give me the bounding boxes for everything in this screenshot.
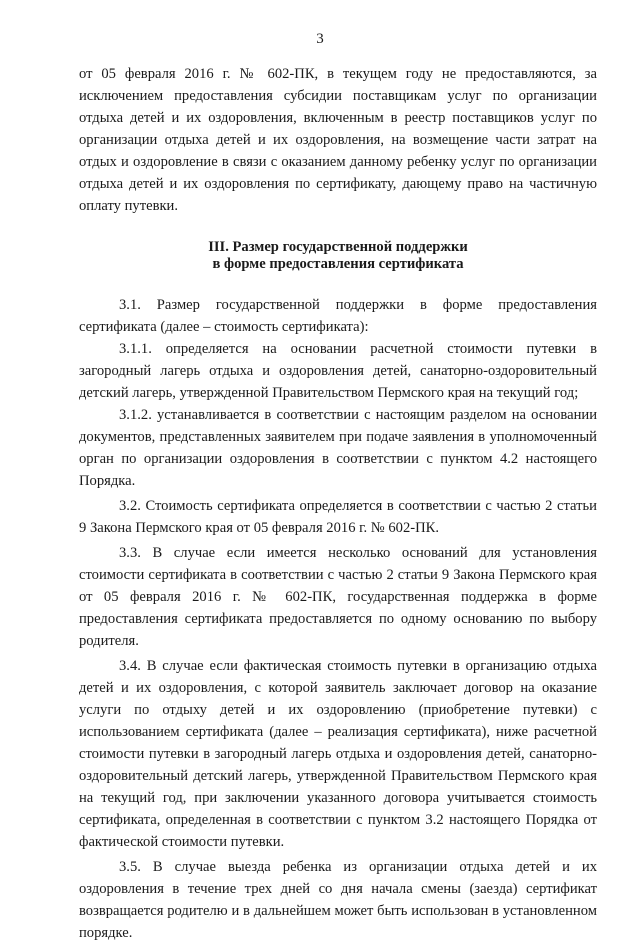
section-heading-line-1: III. Размер государственной поддержки: [208, 239, 468, 255]
paragraph-3-5: 3.5. В случае выезда ребенка из организации отдыха детей и их оздоровления в течение трех дней со дня начала смены (заезда) сертификат возвращается родителю и в дальнейшем может быть использован в установленном порядке.: [79, 859, 597, 941]
paragraph-3-2: 3.2. Стоимость сертификата определяется в соответствии с частью 2 статьи 9 Закона Пермского края от 05 февраля 2016 г. № 602-ПК.: [79, 498, 597, 536]
paragraph-3-4: 3.4. В случае если фактическая стоимость путевки в организацию отдыха детей и их оздоровления, с которой заявитель заключает договор на оказание услуги по отдыху детей и их оздоровлению (приобретение путевки) с использованием сертификата (далее – реализация сертификата), ниже расчетной стоимости путевки в загородный лагерь отдыха и оздоровления детей, санаторно-оздоровительный детский лагерь, утвержденной Правительством Пермского края на текущий год, при заключении указанного договора учитывается стоимость сертификата, определенная в соответствии с пунктом 3.2 настоящего Порядка от фактической стоимости путевки.: [79, 658, 597, 850]
intro-paragraph: от 05 февраля 2016 г. № 602-ПК, в текущем году не предоставляются, за исключением предоставления субсидии поставщикам услуг по организации отдыха детей и их оздоровления, включенным в реестр поставщиков услуг по организации отдыха детей и их оздоровления, на возмещение части затрат на отдых и оздоровление в связи с оказанием данному ребенку услуг по организации отдыха детей и их оздоровления по сертификату, дающему право на частичную оплату путевки.: [79, 66, 597, 214]
section-heading-line-2: в форме предоставления сертификата: [212, 256, 464, 272]
paragraph-3-1: 3.1. Размер государственной поддержки в форме предоставления сертификата (далее – стоимость сертификата):: [79, 297, 597, 335]
document-body: [79, 63, 597, 944]
page-number: 3: [316, 31, 324, 47]
section-heading: [79, 239, 597, 273]
paragraph-3-1-1: 3.1.1. определяется на основании расчетной стоимости путевки в загородный лагерь отдыха и оздоровления детей, санаторно-оздоровительный детский лагерь, утвержденной Правительством Пермского края на текущий год;: [79, 341, 597, 401]
paragraph-3-3: 3.3. В случае если имеется несколько оснований для установления стоимости сертификата в соответствии с частью 2 статьи 9 Закона Пермского края от 05 февраля 2016 г. № 602-ПК, государственная поддержка в форме предоставления сертификата предоставляется по одному основанию по выбору родителя.: [79, 545, 597, 649]
paragraph-3-1-2: 3.1.2. устанавливается в соответствии с настоящим разделом на основании документов, представленных заявителем при подаче заявления в уполномоченный орган по организации оздоровления в соответствии с пунктом 4.2 настоящего Порядка.: [79, 407, 597, 489]
